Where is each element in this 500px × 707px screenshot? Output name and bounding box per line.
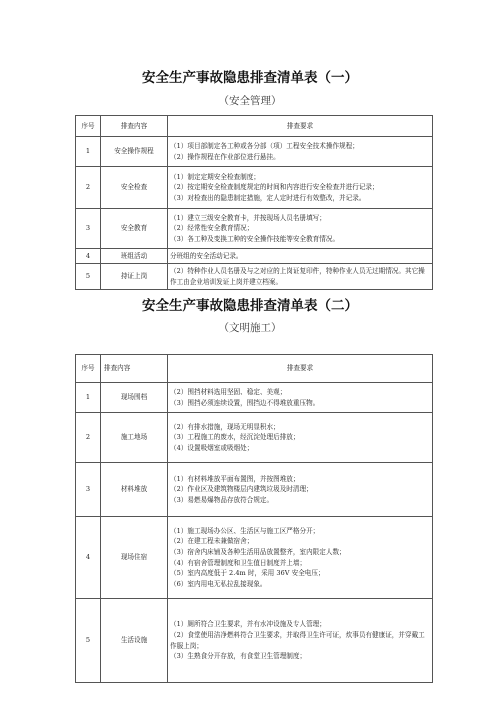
req-line: （2）操作规程在作业部位进行悬挂。 — [170, 152, 280, 161]
table-header-row — [76, 116, 433, 137]
row-item: 班组活动 — [101, 249, 168, 264]
row-no: 5 — [76, 599, 101, 683]
req-line: （6）室内用电无私拉乱接现象。 — [170, 579, 267, 588]
req-line: （3）易燃易爆物品存放符合规定。 — [170, 495, 274, 504]
doc1-subtitle: （安全管理） — [218, 95, 282, 107]
doc1-title: 安全生产事故隐患排查清单表（一） — [142, 70, 358, 86]
row-req — [168, 264, 433, 290]
req-line: （1）项目部制定各工种或各分部（项）工程安全技术操作规程； — [170, 141, 359, 150]
row-no: 2 — [76, 167, 101, 209]
req-line: （3）围挡必须连续设置，围挡边不得堆放重压物。 — [170, 398, 320, 407]
row-no: 4 — [76, 249, 101, 264]
doc2-subtitle: （文明施工） — [218, 322, 282, 334]
doc2-title: 安全生产事故隐患排查清单表（二） — [142, 298, 358, 314]
req-line: （2）经常性安全教育情况； — [170, 224, 254, 233]
table-header-row — [76, 355, 433, 383]
doc2-table — [75, 354, 433, 683]
row-item: 现场围档 — [101, 383, 168, 413]
row-item: 生活设施 — [101, 599, 168, 683]
req-line: （1）有材料堆放平面布置图，并按图堆放； — [170, 474, 300, 483]
row-item: 安全操作规程 — [101, 137, 168, 167]
table-row — [76, 264, 433, 290]
header-item: 排查内容 — [101, 116, 168, 137]
table-row — [76, 463, 433, 517]
row-req — [168, 463, 433, 517]
req-line: （1）制定定期安全检查制度； — [170, 172, 260, 181]
req-line: （2）有排水措施，现场无明显积水； — [170, 422, 280, 431]
row-req — [168, 517, 433, 599]
row-no: 1 — [76, 137, 101, 167]
req-line: （3）各工种及变换工种的安全操作技能等安全教育情况。 — [170, 234, 340, 243]
row-no: 3 — [76, 209, 101, 249]
row-item: 安全教育 — [101, 209, 168, 249]
row-item: 安全检查 — [101, 167, 168, 209]
req-line: （2）按定期安全检查制度规定的时间和内容进行安全检查并进行记录； — [170, 183, 379, 192]
row-item: 持证上岗 — [101, 264, 168, 290]
req-line: （2）在建工程未兼做宿舍； — [170, 537, 254, 546]
req-line: （3）宿舍内床铺及各种生活用品放置整齐，室内限定人数； — [170, 547, 346, 556]
row-no: 3 — [76, 463, 101, 517]
req-line: 分班组的安全活动记录。 — [170, 251, 243, 260]
header-item: 排查内容 — [101, 355, 168, 383]
header-req: 排查要求 — [168, 116, 433, 137]
row-no: 5 — [76, 264, 101, 290]
row-no: 4 — [76, 517, 101, 599]
table-row — [76, 137, 433, 167]
req-line: （1）厕所符合卫生要求，并有水冲设施及专人管理； — [170, 620, 326, 629]
table-row — [76, 517, 433, 599]
table-row — [76, 599, 433, 683]
row-no: 1 — [76, 383, 101, 413]
row-req — [168, 249, 433, 264]
header-no: 序号 — [76, 355, 101, 383]
row-req — [168, 383, 433, 413]
req-line: （3）生熟食分开存放，有食堂卫生管理制度； — [170, 652, 307, 661]
header-no: 序号 — [76, 116, 101, 137]
req-line: （2）特种作业人员名册及与之对应的上岗证复印件，特种作业人员无过期情况。其它操作工由企业培训发证上岗并建立档案。 — [170, 266, 425, 286]
row-req — [168, 413, 433, 463]
table-row — [76, 413, 433, 463]
row-req — [168, 137, 433, 167]
req-line: （3）对检查出的隐患制定措施，定人定时进行有效整改，并记录。 — [170, 193, 366, 202]
table-row — [76, 249, 433, 264]
req-line: （1）建立三级安全教育卡，并按现场人员名册填写； — [170, 213, 326, 222]
row-req — [168, 599, 433, 683]
row-req — [168, 167, 433, 209]
req-line: （1）施工现场办公区、生活区与施工区严格分开； — [170, 526, 320, 535]
row-no: 2 — [76, 413, 101, 463]
row-item: 施工地场 — [101, 413, 168, 463]
req-line: （2）食堂使用洁净燃料符合卫生要求，并取得卫生许可证，炊事员有健康证，并穿戴工作服上岗； — [170, 630, 425, 650]
req-line: （4）有宿舍管理制度和卫生值日制度并上墙； — [170, 558, 307, 567]
header-req: 排查要求 — [168, 355, 433, 383]
req-line: （5）室内高度低于 2.4m 时，采用 36V 安全电压； — [170, 569, 325, 578]
table-row — [76, 383, 433, 413]
row-req — [168, 209, 433, 249]
req-line: （2）作业区及建筑物楼层内建筑垃圾及时清理； — [170, 485, 313, 494]
req-line: （4）设置吸烟室或吸烟处； — [170, 443, 254, 452]
req-line: （2）围挡材料选用坚固、稳定、美观； — [170, 387, 287, 396]
table-row — [76, 167, 433, 209]
table-row — [76, 209, 433, 249]
row-item: 现场住宿 — [101, 517, 168, 599]
req-line: （3）工程施工的废水，经沉淀处理后排放； — [170, 433, 300, 442]
row-item: 材料堆放 — [101, 463, 168, 517]
doc1-table — [75, 115, 433, 290]
